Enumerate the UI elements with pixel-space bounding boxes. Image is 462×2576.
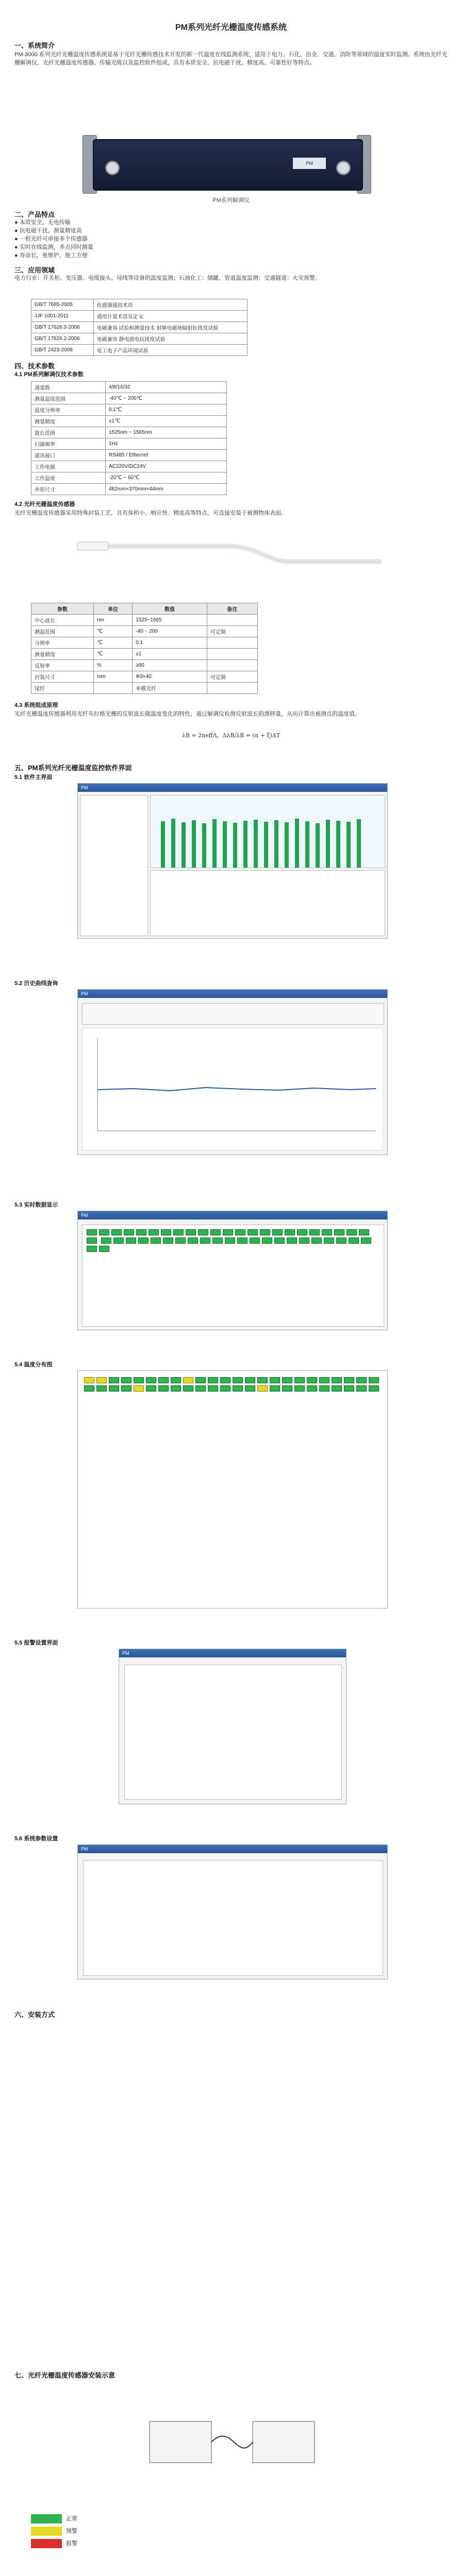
legend [31,2514,77,2548]
demodulator-body [93,139,363,191]
feature-item: ● 一根光纤可串接多个传感器 [14,236,88,242]
sensor-probe-icon [77,542,108,550]
fiber-cable-icon [211,2436,253,2448]
table-header: 参数 [31,603,94,615]
table-cell: ℃ [93,626,132,637]
table-cell: -40℃ ~ 200℃ [105,393,226,404]
query-toolbar [82,1003,384,1025]
table-cell: 测量精度 [31,416,106,427]
table-cell: -20℃ ~ 60℃ [105,472,226,484]
principle-paragraph: 光纤光栅温度传感器利用光纤布拉格光栅的反射波长随温度变化的特性，通过解调仪检测反射波长的漂移量，从而计算出被测点的温度值。 [14,711,360,717]
table-cell: 温度分辨率 [31,404,106,416]
table-cell: 电磁兼容 静电放电抗扰度试验 [93,333,247,345]
history-chart [82,1028,383,1150]
busbar-icon [150,2421,211,2463]
doc-title: PM系列光纤光栅温度传感系统 [175,23,287,32]
feature-item: ● 本质安全，无电传输 [14,219,71,226]
alarm-form [124,1665,342,1800]
table-cell: GB/T 17626.3-2006 [31,322,94,333]
standards-table [31,299,248,356]
table-cell: -40 ~ 200 [133,626,207,637]
section-heading: 四、技术参数 [14,362,55,370]
subsection-heading: 5.3 实时数据显示 [14,1202,58,1208]
fiber-cable-icon [82,546,382,562]
table-cell [207,683,257,694]
table-cell: 传感器通用术语 [93,299,247,311]
table-cell: 测量温度范围 [31,393,106,404]
legend-swatch-icon [31,2514,62,2523]
table-cell: 通用计量术语及定义 [93,311,247,322]
system-settings-window [77,1844,388,1979]
legend-label: 预警 [66,2528,77,2535]
history-curve-window [77,989,388,1155]
table-cell: nm [93,615,132,626]
subsection-heading: 5.5 报警设置界面 [14,1640,58,1646]
device-logo: PM [293,158,326,169]
table-cell: 电磁兼容 试验和测量技术 射频电磁场辐射抗扰度试验 [93,322,247,333]
temperature-bar-panel [150,795,385,868]
window-titlebar: PM [78,1211,387,1219]
subsection-heading: 5.2 历史曲线查询 [14,980,58,987]
table-cell: 反射率 [31,660,94,671]
channel-tree-panel [80,795,148,936]
table-cell: GB/T 2423-2008 [31,345,94,356]
section-heading: 一、系统简介 [14,42,55,49]
subsection-heading: 4.1 PM系列解调仪技术参数 [14,371,84,378]
table-cell: 4/8/16/32 [105,382,226,393]
table-cell: 中心波长 [31,615,94,626]
table-cell: 电工电子产品环境试验 [93,345,247,356]
settings-form [83,1860,383,1976]
table-cell: GB/T 7665-2005 [31,299,94,311]
subsection-heading: 4.2 光纤光栅温度传感器 [14,501,75,507]
table-cell: 可定制 [207,671,257,683]
subsection-heading: 5.6 系统参数设置 [14,1836,58,1842]
fiber-port-icon [105,161,120,175]
table-cell: 外形尺寸 [31,484,106,495]
table-cell [207,660,257,671]
formula: λB = 2neffΛ，ΔλB/λB = (α + ξ)ΔT [182,732,280,739]
window-titlebar: PM [78,1845,387,1853]
table-cell: Φ3×40 [133,671,207,683]
table-cell: 工作电源 [31,461,106,472]
feature-item: ● 实时在线监测，多点同时测量 [14,244,93,250]
fiber-port-icon [336,161,351,175]
table-cell: mm [93,671,132,683]
table-cell: 测温范围 [31,626,94,637]
device-image [93,135,361,193]
table-header: 数值 [133,603,207,615]
table-cell: 1525nm ~ 1565nm [105,427,226,438]
data-list-panel [150,870,385,936]
table-cell [93,683,132,694]
table-cell: ±1 [133,649,207,660]
window-titlebar: PM [78,990,387,998]
sensor-paragraph: 光纤光栅温度传感器采用特殊封装工艺，具有体积小、响应快、精度高等特点，可直接安装于被测物体表面。 [14,510,287,516]
table-cell: RS485 / Ethernet [105,450,226,461]
table-cell: 1525~1565 [133,615,207,626]
realtime-data-window [77,1211,388,1330]
section-heading: 五、PM系列光纤光栅温度监控软件界面 [14,764,132,772]
table-cell: 通讯接口 [31,450,106,461]
table-cell: 测量精度 [31,649,94,660]
installation-diagram [129,2391,335,2494]
window-titlebar: PM [119,1649,346,1657]
sensor-table [31,603,258,694]
feature-item: ● 寿命长，免维护，施工方便 [14,252,88,259]
intro-paragraph: PM-3000 系列光纤光栅温度传感系统是基于光纤光栅传感技术开发的新一代温度在线监测系统，适用于电力、石化、冶金、交通、消防等领域的温度实时监测。系统由光纤光栅解调仪、光纤光栅温度传感器、传输光缆以及监控软件组成，具有本质安全、抗电磁干扰、精度高、可靠性好等特点。 [14,52,448,66]
legend-swatch-icon [31,2539,62,2548]
section-heading: 二、产品特点 [14,211,55,218]
table-cell: 扫描频率 [31,438,106,450]
param-table [31,381,227,495]
table-cell: ℃ [93,637,132,649]
realtime-grid [82,1225,384,1327]
table-cell: 单模光纤 [133,683,207,694]
table-cell: % [93,660,132,671]
alarm-setting-window [119,1649,346,1804]
legend-swatch-icon [31,2527,62,2536]
subsection-heading: 4.3 系统组成原理 [14,702,58,708]
table-cell: 分辨率 [31,637,94,649]
table-cell: 可定制 [207,626,257,637]
table-cell: JJF 1001-2011 [31,311,94,322]
section-heading: 六、安装方式 [14,2011,55,2019]
table-cell: GB/T 17626.2-2006 [31,333,94,345]
section-heading: 三、应用领域 [14,266,55,274]
table-cell: 0.1 [133,637,207,649]
feature-item: ● 抗电磁干扰，测量精度高 [14,228,82,234]
table-cell: 尾纤 [31,683,94,694]
subsection-heading: 5.4 温度分布图 [14,1362,53,1368]
table-cell: AC220V/DC24V [105,461,226,472]
table-cell [207,615,257,626]
table-cell: 通道数 [31,382,106,393]
sensor-image [72,526,392,587]
table-cell: 482mm×370mm×44mm [105,484,226,495]
legend-label: 正常 [66,2516,77,2522]
section-heading: 七、光纤光栅温度传感器安装示意 [14,2371,116,2379]
table-cell: 封装尺寸 [31,671,94,683]
table-cell [207,637,257,649]
software-main-window [77,783,388,939]
table-cell: ≥90 [133,660,207,671]
table-cell: ℃ [93,649,132,660]
table-cell [207,649,257,660]
table-header: 单位 [93,603,132,615]
application-paragraph: 电力行业：开关柜、变压器、电缆接头、母线等设备的温度监测；石油化工：储罐、管道温度监测；交通隧道：火灾预警。 [14,275,321,281]
cabinet-icon [253,2421,315,2463]
table-cell: ±1℃ [105,416,226,427]
legend-label: 报警 [66,2540,77,2547]
table-header: 备注 [207,603,257,615]
table-cell: 波长范围 [31,427,106,438]
window-titlebar: PM [78,784,387,792]
table-cell: 0.1℃ [105,404,226,416]
table-cell: 1Hz [105,438,226,450]
table-cell: 工作温度 [31,472,106,484]
temperature-map [77,1370,388,1608]
device-caption: PM系列解调仪 [212,197,250,204]
subsection-heading: 5.1 软件主界面 [14,774,53,781]
